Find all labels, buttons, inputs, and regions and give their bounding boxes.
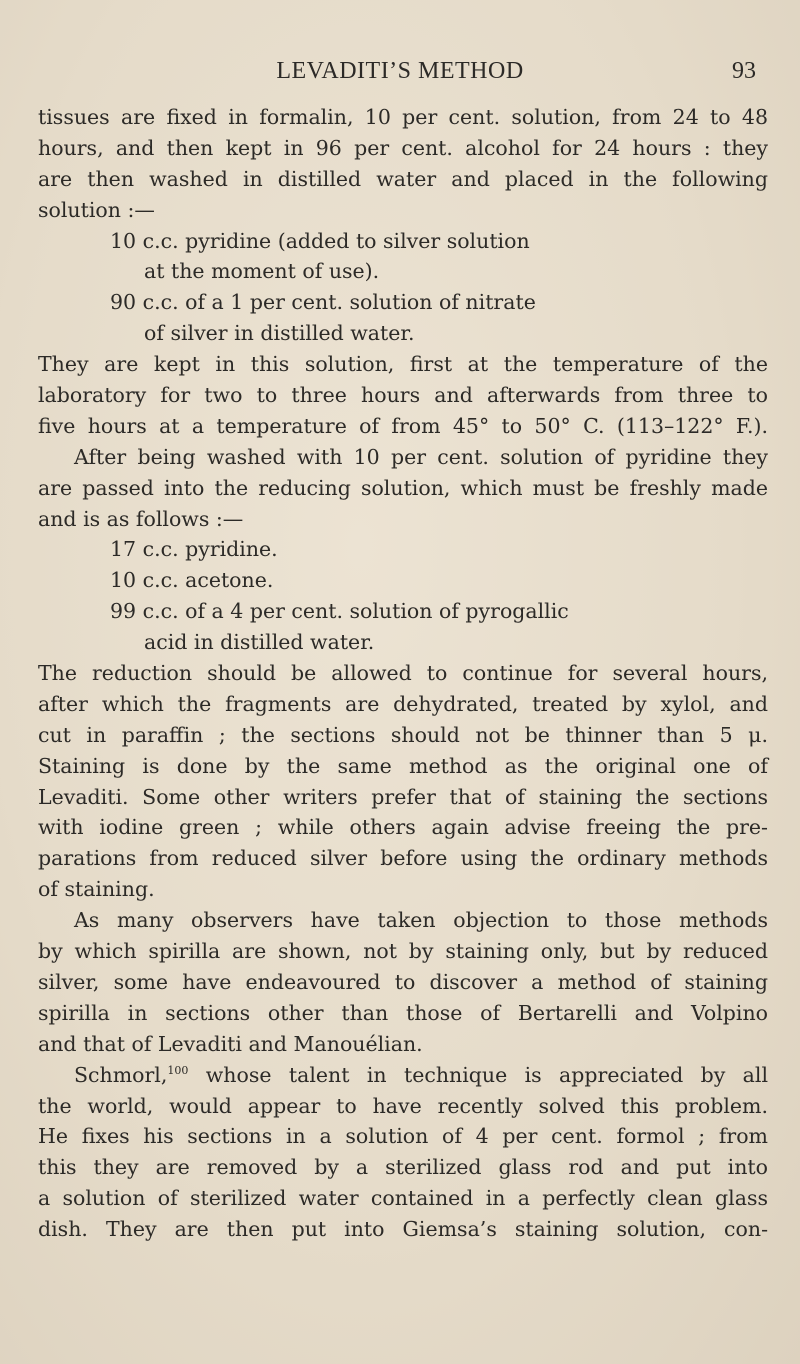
text-line: The reduction should be allowed to continue for several hours,	[38, 661, 768, 686]
text-line: 17 c.c. pyridine.	[110, 537, 278, 562]
text-line: the world, would appear to have recently solved this problem.	[38, 1093, 768, 1118]
text-line: solution :—	[38, 197, 155, 222]
text-line: by which spirilla are shown, not by staining only, but by reduced	[38, 939, 768, 964]
page-number: 93	[732, 58, 756, 84]
text-line: after which the fragments are dehydrated, treated by xylol, and	[38, 691, 768, 716]
text-line: a solution of sterilized water contained in a perfectly clean glass	[38, 1186, 768, 1211]
line-text: whose talent in technique is appreciated by all	[188, 1062, 768, 1087]
text-line: 10 c.c. pyridine (added to silver solution	[110, 228, 530, 253]
text-line: at the moment of use).	[144, 259, 380, 284]
running-head: LEVADITI’S METHOD	[276, 58, 524, 84]
text-line: laboratory for two to three hours and afterwards from three to	[38, 383, 768, 408]
page-header	[0, 58, 800, 90]
text-line: of staining.	[38, 877, 155, 902]
text-line: of silver in distilled water.	[144, 321, 415, 346]
text-line: parations from reduced silver before using the ordinary methods	[38, 846, 768, 871]
text-line: acid in distilled water.	[144, 630, 375, 655]
text-line: 99 c.c. of a 4 per cent. solution of pyrogallic	[110, 599, 569, 624]
text-line: After being washed with 10 per cent. solution of pyridine they	[74, 444, 768, 469]
text-line: 10 c.c. acetone.	[110, 568, 274, 593]
text-line: 90 c.c. of a 1 per cent. solution of nitrate	[110, 290, 536, 315]
author-name: Schmorl,	[74, 1062, 168, 1087]
text-line: tissues are fixed in formalin, 10 per cent. solution, from 24 to 48	[38, 105, 768, 129]
text-line: this they are removed by a sterilized glass rod and put into	[38, 1155, 768, 1180]
text-line	[38, 1060, 768, 1091]
text-line: dish. They are then put into Giemsa’s staining solution, con-	[38, 1217, 768, 1242]
text-line: silver, some have endeavoured to discover a method of staining	[38, 969, 768, 994]
text-line: Levaditi. Some other writers prefer that of staining the sections	[38, 784, 768, 809]
text-line: Staining is done by the same method as the original one of	[38, 753, 768, 778]
text-line: are passed into the reducing solution, which must be freshly made	[38, 475, 768, 500]
text-line: They are kept in this solution, first at the temperature of the	[38, 352, 768, 377]
text-line: hours, and then kept in 96 per cent. alcohol for 24 hours : they	[38, 135, 768, 160]
text-line: He fixes his sections in a solution of 4 per cent. formol ; from	[38, 1124, 768, 1149]
text-line: As many observers have taken objection to those methods	[74, 908, 768, 933]
text-line: spirilla in sections other than those of Bertarelli and Volpino	[38, 1000, 768, 1025]
text-line: and is as follows :—	[38, 506, 244, 531]
text-line: and that of Levaditi and Manouélian.	[38, 1031, 423, 1056]
text-line: five hours at a temperature of from 45° to 50° C. (113–122° F.).	[38, 413, 768, 438]
footnote-reference: 100	[167, 1063, 189, 1077]
text-line: cut in paraffin ; the sections should not be thinner than 5 μ.	[38, 722, 768, 747]
text-line: with iodine green ; while others again advise freeing the pre-	[38, 815, 768, 840]
body-text	[38, 102, 768, 1245]
text-line: are then washed in distilled water and placed in the following	[38, 166, 768, 191]
